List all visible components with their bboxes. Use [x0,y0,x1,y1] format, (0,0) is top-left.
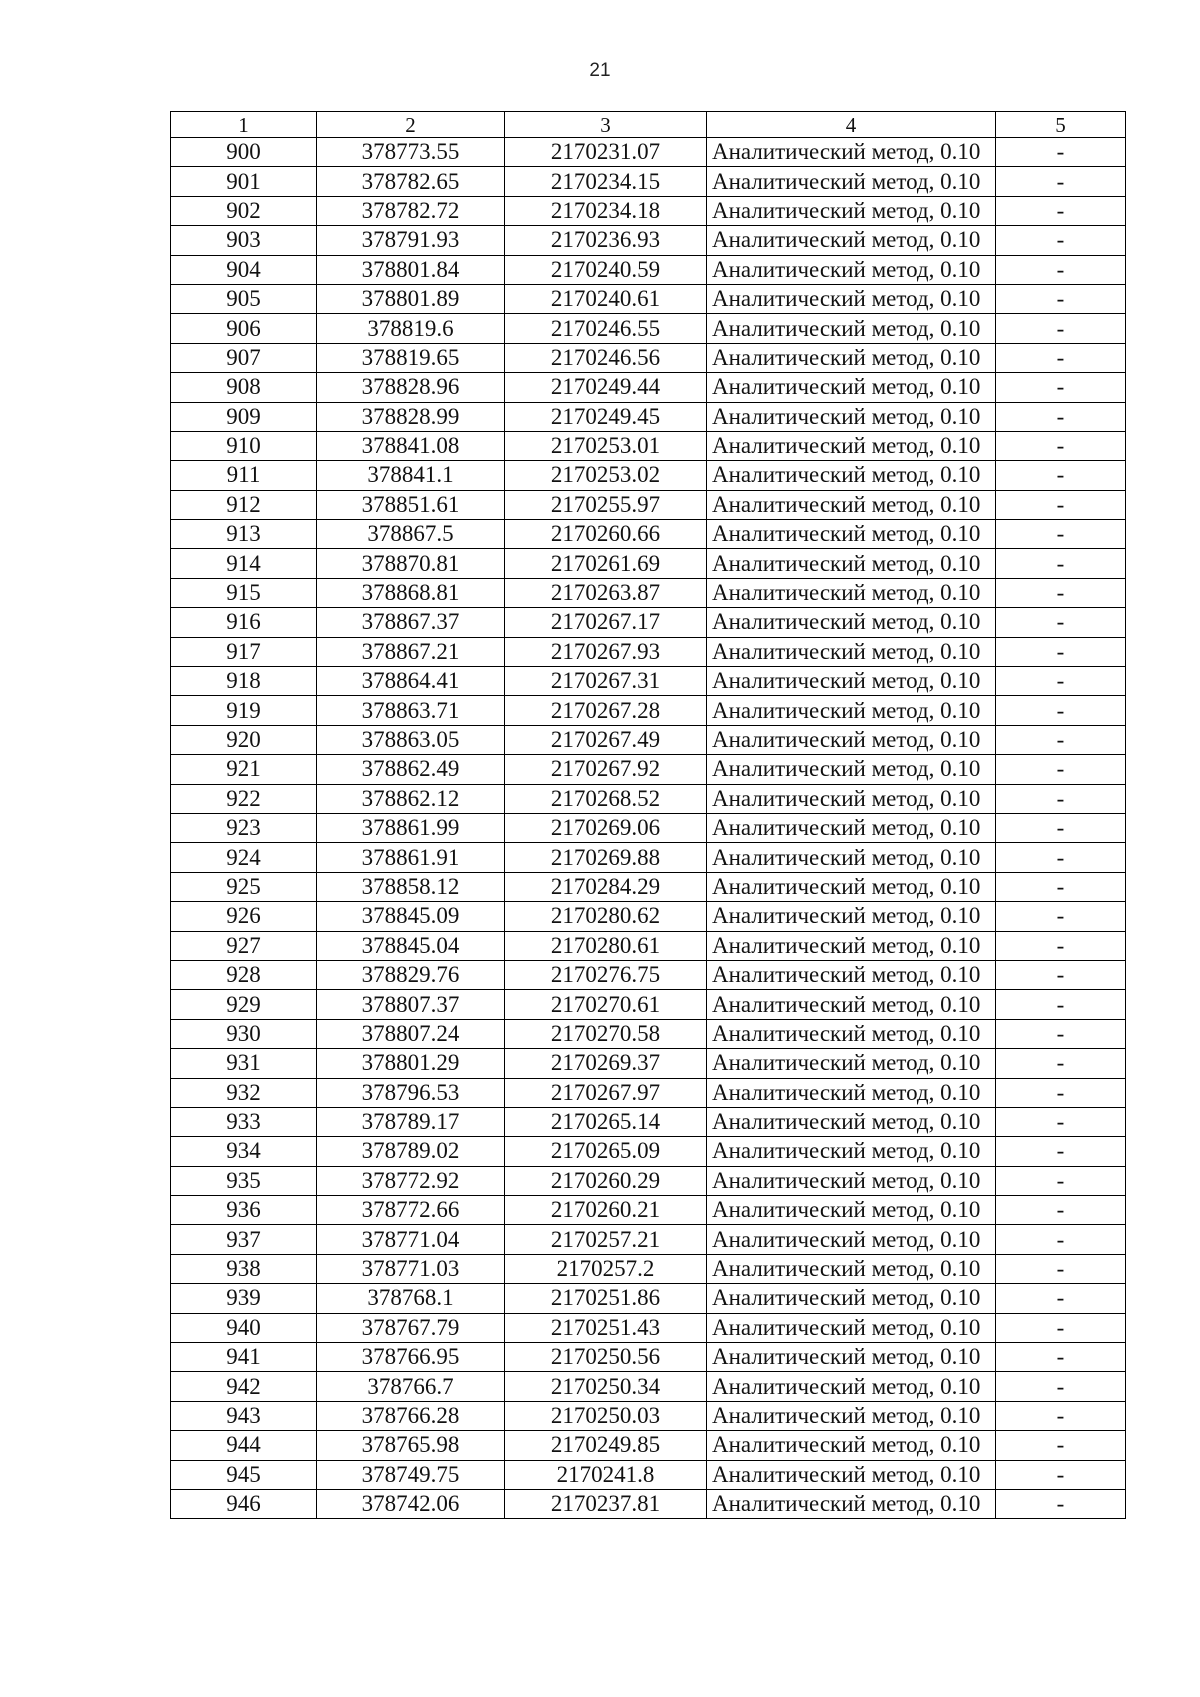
point-number-cell: 933 [171,1107,317,1136]
table-row [171,1107,1126,1136]
x-coordinate-cell: 378867.21 [317,637,505,666]
x-coordinate-cell: 378801.29 [317,1049,505,1078]
note-cell: - [996,402,1126,431]
point-number-cell: 906 [171,314,317,343]
x-coordinate-cell: 378868.81 [317,578,505,607]
x-coordinate-cell: 378766.95 [317,1343,505,1372]
table-row [171,343,1126,372]
method-accuracy-cell: Аналитический метод, 0.10 [707,138,996,167]
x-coordinate-cell: 378749.75 [317,1460,505,1489]
x-coordinate-cell: 378861.99 [317,813,505,842]
note-cell: - [996,813,1126,842]
note-cell: - [996,1137,1126,1166]
note-cell: - [996,696,1126,725]
note-cell: - [996,1254,1126,1283]
table-row [171,608,1126,637]
y-coordinate-cell: 2170267.97 [505,1078,707,1107]
method-accuracy-cell: Аналитический метод, 0.10 [707,813,996,842]
method-accuracy-cell: Аналитический метод, 0.10 [707,1137,996,1166]
point-number-cell: 938 [171,1254,317,1283]
y-coordinate-cell: 2170255.97 [505,490,707,519]
note-cell: - [996,1460,1126,1489]
method-accuracy-cell: Аналитический метод, 0.10 [707,373,996,402]
table-body [171,138,1126,1519]
y-coordinate-cell: 2170251.43 [505,1313,707,1342]
note-cell: - [996,1049,1126,1078]
point-number-cell: 929 [171,990,317,1019]
x-coordinate-cell: 378845.04 [317,931,505,960]
y-coordinate-cell: 2170246.55 [505,314,707,343]
note-cell: - [996,1431,1126,1460]
y-coordinate-cell: 2170267.93 [505,637,707,666]
table-row [171,1019,1126,1048]
method-accuracy-cell: Аналитический метод, 0.10 [707,960,996,989]
point-number-cell: 916 [171,608,317,637]
x-coordinate-cell: 378851.61 [317,490,505,519]
x-coordinate-cell: 378801.89 [317,284,505,313]
method-accuracy-cell: Аналитический метод, 0.10 [707,196,996,225]
x-coordinate-cell: 378867.5 [317,520,505,549]
point-number-cell: 931 [171,1049,317,1078]
y-coordinate-cell: 2170250.03 [505,1401,707,1430]
x-coordinate-cell: 378828.99 [317,402,505,431]
y-coordinate-cell: 2170269.37 [505,1049,707,1078]
note-cell: - [996,1372,1126,1401]
x-coordinate-cell: 378858.12 [317,872,505,901]
table-row [171,637,1126,666]
note-cell: - [996,1313,1126,1342]
note-cell: - [996,784,1126,813]
y-coordinate-cell: 2170265.14 [505,1107,707,1136]
table-row [171,931,1126,960]
x-coordinate-cell: 378771.03 [317,1254,505,1283]
table-row [171,402,1126,431]
point-number-cell: 918 [171,667,317,696]
method-accuracy-cell: Аналитический метод, 0.10 [707,1372,996,1401]
table-row [171,784,1126,813]
point-number-cell: 924 [171,843,317,872]
method-accuracy-cell: Аналитический метод, 0.10 [707,1431,996,1460]
y-coordinate-cell: 2170280.62 [505,902,707,931]
point-number-cell: 901 [171,167,317,196]
x-coordinate-cell: 378767.79 [317,1313,505,1342]
x-coordinate-cell: 378773.55 [317,138,505,167]
note-cell: - [996,755,1126,784]
column-header-1: 1 [171,112,317,138]
y-coordinate-cell: 2170234.15 [505,167,707,196]
table-row [171,1078,1126,1107]
note-cell: - [996,314,1126,343]
table-row [171,578,1126,607]
y-coordinate-cell: 2170236.93 [505,226,707,255]
note-cell: - [996,667,1126,696]
x-coordinate-cell: 378819.6 [317,314,505,343]
table-row [171,490,1126,519]
y-coordinate-cell: 2170250.56 [505,1343,707,1372]
method-accuracy-cell: Аналитический метод, 0.10 [707,990,996,1019]
y-coordinate-cell: 2170276.75 [505,960,707,989]
table-row [171,1166,1126,1195]
point-number-cell: 937 [171,1225,317,1254]
point-number-cell: 902 [171,196,317,225]
note-cell: - [996,255,1126,284]
method-accuracy-cell: Аналитический метод, 0.10 [707,1107,996,1136]
x-coordinate-cell: 378863.05 [317,725,505,754]
table-row [171,902,1126,931]
x-coordinate-cell: 378801.84 [317,255,505,284]
x-coordinate-cell: 378862.12 [317,784,505,813]
point-number-cell: 907 [171,343,317,372]
y-coordinate-cell: 2170267.31 [505,667,707,696]
x-coordinate-cell: 378742.06 [317,1489,505,1518]
table-row [171,255,1126,284]
method-accuracy-cell: Аналитический метод, 0.10 [707,402,996,431]
column-header-3: 3 [505,112,707,138]
method-accuracy-cell: Аналитический метод, 0.10 [707,284,996,313]
method-accuracy-cell: Аналитический метод, 0.10 [707,608,996,637]
y-coordinate-cell: 2170253.02 [505,461,707,490]
method-accuracy-cell: Аналитический метод, 0.10 [707,1489,996,1518]
x-coordinate-cell: 378796.53 [317,1078,505,1107]
table-row [171,284,1126,313]
table-row [171,1225,1126,1254]
method-accuracy-cell: Аналитический метод, 0.10 [707,902,996,931]
method-accuracy-cell: Аналитический метод, 0.10 [707,1460,996,1489]
point-number-cell: 910 [171,431,317,460]
note-cell: - [996,931,1126,960]
y-coordinate-cell: 2170268.52 [505,784,707,813]
table-row [171,755,1126,784]
note-cell: - [996,226,1126,255]
point-number-cell: 932 [171,1078,317,1107]
table-row [171,1049,1126,1078]
y-coordinate-cell: 2170257.2 [505,1254,707,1283]
table-row [171,520,1126,549]
x-coordinate-cell: 378862.49 [317,755,505,784]
method-accuracy-cell: Аналитический метод, 0.10 [707,255,996,284]
x-coordinate-cell: 378828.96 [317,373,505,402]
table-row [171,1137,1126,1166]
point-number-cell: 943 [171,1401,317,1430]
note-cell: - [996,637,1126,666]
note-cell: - [996,373,1126,402]
x-coordinate-cell: 378766.7 [317,1372,505,1401]
x-coordinate-cell: 378861.91 [317,843,505,872]
note-cell: - [996,1078,1126,1107]
note-cell: - [996,461,1126,490]
table-row [171,667,1126,696]
note-cell: - [996,1225,1126,1254]
table-row [171,196,1126,225]
table-row [171,314,1126,343]
note-cell: - [996,196,1126,225]
method-accuracy-cell: Аналитический метод, 0.10 [707,520,996,549]
method-accuracy-cell: Аналитический метод, 0.10 [707,1078,996,1107]
method-accuracy-cell: Аналитический метод, 0.10 [707,343,996,372]
x-coordinate-cell: 378772.92 [317,1166,505,1195]
method-accuracy-cell: Аналитический метод, 0.10 [707,931,996,960]
note-cell: - [996,1196,1126,1225]
note-cell: - [996,520,1126,549]
point-number-cell: 945 [171,1460,317,1489]
y-coordinate-cell: 2170269.06 [505,813,707,842]
y-coordinate-cell: 2170260.66 [505,520,707,549]
x-coordinate-cell: 378867.37 [317,608,505,637]
x-coordinate-cell: 378789.17 [317,1107,505,1136]
y-coordinate-cell: 2170234.18 [505,196,707,225]
table-row [171,1284,1126,1313]
table-row [171,1401,1126,1430]
y-coordinate-cell: 2170257.21 [505,1225,707,1254]
point-number-cell: 914 [171,549,317,578]
x-coordinate-cell: 378845.09 [317,902,505,931]
point-number-cell: 909 [171,402,317,431]
note-cell: - [996,1166,1126,1195]
method-accuracy-cell: Аналитический метод, 0.10 [707,1284,996,1313]
point-number-cell: 904 [171,255,317,284]
point-number-cell: 930 [171,1019,317,1048]
table-row [171,138,1126,167]
x-coordinate-cell: 378807.24 [317,1019,505,1048]
point-number-cell: 941 [171,1343,317,1372]
method-accuracy-cell: Аналитический метод, 0.10 [707,1196,996,1225]
point-number-cell: 919 [171,696,317,725]
point-number-cell: 940 [171,1313,317,1342]
y-coordinate-cell: 2170265.09 [505,1137,707,1166]
table-row [171,461,1126,490]
y-coordinate-cell: 2170267.28 [505,696,707,725]
point-number-cell: 923 [171,813,317,842]
table-row [171,1372,1126,1401]
table-row [171,373,1126,402]
note-cell: - [996,1489,1126,1518]
table-row [171,872,1126,901]
note-cell: - [996,490,1126,519]
x-coordinate-cell: 378782.65 [317,167,505,196]
note-cell: - [996,608,1126,637]
y-coordinate-cell: 2170263.87 [505,578,707,607]
method-accuracy-cell: Аналитический метод, 0.10 [707,696,996,725]
y-coordinate-cell: 2170250.34 [505,1372,707,1401]
y-coordinate-cell: 2170267.49 [505,725,707,754]
note-cell: - [996,1401,1126,1430]
point-number-cell: 921 [171,755,317,784]
y-coordinate-cell: 2170253.01 [505,431,707,460]
note-cell: - [996,343,1126,372]
note-cell: - [996,549,1126,578]
table-row [171,226,1126,255]
x-coordinate-cell: 378791.93 [317,226,505,255]
table-header-row [171,112,1126,138]
table-row [171,1489,1126,1518]
y-coordinate-cell: 2170267.17 [505,608,707,637]
y-coordinate-cell: 2170280.61 [505,931,707,960]
y-coordinate-cell: 2170231.07 [505,138,707,167]
method-accuracy-cell: Аналитический метод, 0.10 [707,1049,996,1078]
x-coordinate-cell: 378772.66 [317,1196,505,1225]
method-accuracy-cell: Аналитический метод, 0.10 [707,490,996,519]
method-accuracy-cell: Аналитический метод, 0.10 [707,578,996,607]
y-coordinate-cell: 2170241.8 [505,1460,707,1489]
table-row [171,1254,1126,1283]
table-row [171,1313,1126,1342]
point-number-cell: 939 [171,1284,317,1313]
method-accuracy-cell: Аналитический метод, 0.10 [707,1343,996,1372]
x-coordinate-cell: 378863.71 [317,696,505,725]
point-number-cell: 912 [171,490,317,519]
x-coordinate-cell: 378829.76 [317,960,505,989]
point-number-cell: 920 [171,725,317,754]
table-row [171,549,1126,578]
y-coordinate-cell: 2170251.86 [505,1284,707,1313]
method-accuracy-cell: Аналитический метод, 0.10 [707,549,996,578]
note-cell: - [996,167,1126,196]
point-number-cell: 911 [171,461,317,490]
table-row [171,1460,1126,1489]
method-accuracy-cell: Аналитический метод, 0.10 [707,167,996,196]
method-accuracy-cell: Аналитический метод, 0.10 [707,667,996,696]
column-header-5: 5 [996,112,1126,138]
y-coordinate-cell: 2170240.59 [505,255,707,284]
note-cell: - [996,843,1126,872]
table-row [171,960,1126,989]
x-coordinate-cell: 378841.1 [317,461,505,490]
y-coordinate-cell: 2170240.61 [505,284,707,313]
method-accuracy-cell: Аналитический метод, 0.10 [707,461,996,490]
x-coordinate-cell: 378807.37 [317,990,505,1019]
point-number-cell: 942 [171,1372,317,1401]
note-cell: - [996,431,1126,460]
x-coordinate-cell: 378782.72 [317,196,505,225]
note-cell: - [996,578,1126,607]
point-number-cell: 926 [171,902,317,931]
point-number-cell: 934 [171,1137,317,1166]
point-number-cell: 944 [171,1431,317,1460]
y-coordinate-cell: 2170249.44 [505,373,707,402]
x-coordinate-cell: 378765.98 [317,1431,505,1460]
note-cell: - [996,1343,1126,1372]
point-number-cell: 900 [171,138,317,167]
y-coordinate-cell: 2170270.58 [505,1019,707,1048]
method-accuracy-cell: Аналитический метод, 0.10 [707,784,996,813]
column-header-2: 2 [317,112,505,138]
y-coordinate-cell: 2170284.29 [505,872,707,901]
y-coordinate-cell: 2170261.69 [505,549,707,578]
note-cell: - [996,284,1126,313]
point-number-cell: 925 [171,872,317,901]
table-row [171,1343,1126,1372]
table-row [171,843,1126,872]
method-accuracy-cell: Аналитический метод, 0.10 [707,1225,996,1254]
method-accuracy-cell: Аналитический метод, 0.10 [707,725,996,754]
y-coordinate-cell: 2170249.85 [505,1431,707,1460]
point-number-cell: 928 [171,960,317,989]
note-cell: - [996,725,1126,754]
y-coordinate-cell: 2170270.61 [505,990,707,1019]
y-coordinate-cell: 2170237.81 [505,1489,707,1518]
x-coordinate-cell: 378819.65 [317,343,505,372]
table-row [171,1196,1126,1225]
x-coordinate-cell: 378870.81 [317,549,505,578]
note-cell: - [996,902,1126,931]
method-accuracy-cell: Аналитический метод, 0.10 [707,755,996,784]
y-coordinate-cell: 2170260.21 [505,1196,707,1225]
note-cell: - [996,1019,1126,1048]
method-accuracy-cell: Аналитический метод, 0.10 [707,872,996,901]
method-accuracy-cell: Аналитический метод, 0.10 [707,1254,996,1283]
x-coordinate-cell: 378771.04 [317,1225,505,1254]
point-number-cell: 913 [171,520,317,549]
point-number-cell: 936 [171,1196,317,1225]
method-accuracy-cell: Аналитический метод, 0.10 [707,637,996,666]
point-number-cell: 908 [171,373,317,402]
note-cell: - [996,990,1126,1019]
x-coordinate-cell: 378766.28 [317,1401,505,1430]
note-cell: - [996,960,1126,989]
x-coordinate-cell: 378841.08 [317,431,505,460]
method-accuracy-cell: Аналитический метод, 0.10 [707,1019,996,1048]
x-coordinate-cell: 378789.02 [317,1137,505,1166]
y-coordinate-cell: 2170269.88 [505,843,707,872]
point-number-cell: 946 [171,1489,317,1518]
point-number-cell: 917 [171,637,317,666]
note-cell: - [996,138,1126,167]
y-coordinate-cell: 2170260.29 [505,1166,707,1195]
point-number-cell: 915 [171,578,317,607]
x-coordinate-cell: 378768.1 [317,1284,505,1313]
method-accuracy-cell: Аналитический метод, 0.10 [707,226,996,255]
table-row [171,725,1126,754]
point-number-cell: 922 [171,784,317,813]
point-number-cell: 935 [171,1166,317,1195]
method-accuracy-cell: Аналитический метод, 0.10 [707,314,996,343]
coordinates-table [170,111,1126,1519]
x-coordinate-cell: 378864.41 [317,667,505,696]
method-accuracy-cell: Аналитический метод, 0.10 [707,1313,996,1342]
method-accuracy-cell: Аналитический метод, 0.10 [707,843,996,872]
y-coordinate-cell: 2170249.45 [505,402,707,431]
method-accuracy-cell: Аналитический метод, 0.10 [707,1166,996,1195]
table-row [171,431,1126,460]
table-row [171,167,1126,196]
page-number: 21 [589,60,611,81]
point-number-cell: 905 [171,284,317,313]
point-number-cell: 903 [171,226,317,255]
y-coordinate-cell: 2170246.56 [505,343,707,372]
note-cell: - [996,1284,1126,1313]
table-row [171,1431,1126,1460]
note-cell: - [996,872,1126,901]
table-row [171,813,1126,842]
table-row [171,696,1126,725]
method-accuracy-cell: Аналитический метод, 0.10 [707,431,996,460]
table-row [171,990,1126,1019]
point-number-cell: 927 [171,931,317,960]
y-coordinate-cell: 2170267.92 [505,755,707,784]
method-accuracy-cell: Аналитический метод, 0.10 [707,1401,996,1430]
note-cell: - [996,1107,1126,1136]
column-header-4: 4 [707,112,996,138]
